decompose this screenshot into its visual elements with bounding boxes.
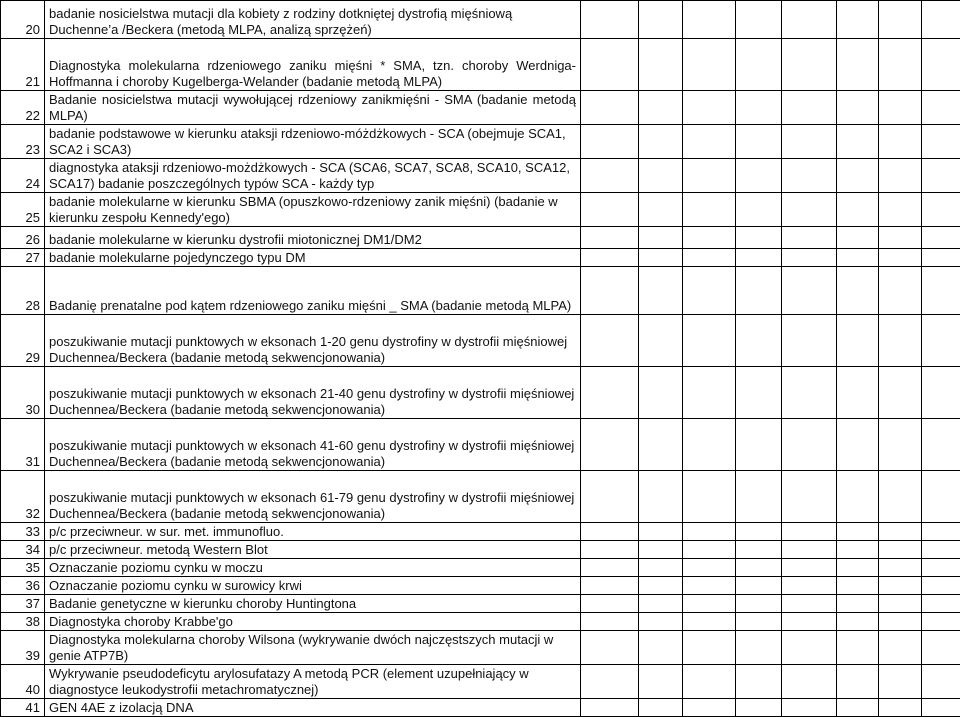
empty-cell [837, 613, 879, 631]
row-description: Oznaczanie poziomu cynku w surowicy krwi [45, 577, 581, 595]
table-row [1, 91, 960, 125]
row-number: 22 [1, 91, 45, 125]
empty-cell [683, 699, 736, 717]
empty-cell [683, 315, 736, 367]
empty-cell [581, 577, 639, 595]
empty-cell [879, 125, 922, 159]
empty-cell [581, 419, 639, 471]
empty-cell [879, 249, 922, 267]
empty-cell [639, 39, 683, 91]
empty-cell [837, 471, 879, 523]
empty-cell [683, 613, 736, 631]
empty-cell [581, 39, 639, 91]
row-number: 31 [1, 419, 45, 471]
empty-cell [837, 1, 879, 39]
row-description: Wykrywanie pseudodeficytu arylosufatazy A metodą PCR (element uzupełniający w diagnostyce leukodystrofii metachromatycznej) [45, 665, 581, 699]
table-row [1, 595, 960, 613]
empty-cell [736, 315, 782, 367]
empty-cell [683, 1, 736, 39]
empty-cell [837, 541, 879, 559]
empty-cell [736, 631, 782, 665]
row-number: 33 [1, 523, 45, 541]
row-number: 30 [1, 367, 45, 419]
empty-cell [879, 159, 922, 193]
row-number: 32 [1, 471, 45, 523]
row-number: 39 [1, 631, 45, 665]
empty-cell [922, 227, 960, 249]
empty-cell [879, 227, 922, 249]
empty-cell [581, 613, 639, 631]
empty-cell [782, 419, 837, 471]
empty-cell [879, 39, 922, 91]
empty-cell [639, 471, 683, 523]
empty-cell [837, 631, 879, 665]
empty-cell [837, 91, 879, 125]
empty-cell [639, 315, 683, 367]
empty-cell [837, 227, 879, 249]
row-description: poszukiwanie mutacji punktowych w eksonach 41-60 genu dystrofiny w dystrofii mięśniowej Duchennea/Beckera (badanie metodą sekwencjonowania) [45, 419, 581, 471]
empty-cell [922, 523, 960, 541]
empty-cell [581, 267, 639, 315]
table-row [1, 249, 960, 267]
empty-cell [837, 559, 879, 577]
row-number: 26 [1, 227, 45, 249]
empty-cell [683, 523, 736, 541]
row-number: 38 [1, 613, 45, 631]
table-row [1, 665, 960, 699]
empty-cell [683, 193, 736, 227]
empty-cell [782, 193, 837, 227]
empty-cell [922, 367, 960, 419]
empty-cell [922, 631, 960, 665]
row-description: poszukiwanie mutacji punktowych w eksonach 61-79 genu dystrofiny w dystrofii mięśniowej Duchennea/Beckera (badanie metodą sekwencjonowania) [45, 471, 581, 523]
table-row [1, 39, 960, 91]
empty-cell [879, 613, 922, 631]
empty-cell [922, 699, 960, 717]
empty-cell [683, 419, 736, 471]
row-number: 23 [1, 125, 45, 159]
row-description: Diagnostyka molekularna rdzeniowego zaniku mięśni * SMA, tzn. choroby Werdniga-Hoffmanna i choroby Kugelberga-Welander (badanie metodą MLPA) [45, 39, 581, 91]
empty-cell [639, 665, 683, 699]
empty-cell [837, 577, 879, 595]
empty-cell [639, 613, 683, 631]
empty-cell [736, 577, 782, 595]
empty-cell [683, 471, 736, 523]
row-description: Badanię prenatalne pod kątem rdzeniowego zaniku mięśni _ SMA (badanie metodą MLPA) [45, 267, 581, 315]
empty-cell [736, 193, 782, 227]
table-row [1, 471, 960, 523]
row-number: 35 [1, 559, 45, 577]
empty-cell [782, 267, 837, 315]
empty-cell [879, 699, 922, 717]
empty-cell [639, 419, 683, 471]
empty-cell [683, 595, 736, 613]
empty-cell [639, 159, 683, 193]
empty-cell [879, 267, 922, 315]
empty-cell [922, 471, 960, 523]
empty-cell [782, 1, 837, 39]
row-description: badanie molekularne pojedynczego typu DM [45, 249, 581, 267]
empty-cell [736, 665, 782, 699]
empty-cell [581, 595, 639, 613]
empty-cell [782, 577, 837, 595]
empty-cell [683, 159, 736, 193]
empty-cell [639, 367, 683, 419]
empty-cell [736, 91, 782, 125]
empty-cell [581, 125, 639, 159]
empty-cell [736, 559, 782, 577]
empty-cell [639, 577, 683, 595]
table-row [1, 559, 960, 577]
empty-cell [879, 471, 922, 523]
empty-cell [837, 665, 879, 699]
empty-cell [782, 665, 837, 699]
empty-cell [639, 91, 683, 125]
empty-cell [683, 367, 736, 419]
empty-cell [683, 39, 736, 91]
row-number: 20 [1, 1, 45, 39]
empty-cell [782, 613, 837, 631]
empty-cell [879, 91, 922, 125]
row-number: 25 [1, 193, 45, 227]
table-row [1, 523, 960, 541]
empty-cell [879, 367, 922, 419]
empty-cell [837, 595, 879, 613]
empty-cell [837, 193, 879, 227]
empty-cell [922, 159, 960, 193]
empty-cell [639, 1, 683, 39]
row-description: badanie molekularne w kierunku dystrofii miotonicznej DM1/DM2 [45, 227, 581, 249]
empty-cell [683, 541, 736, 559]
empty-cell [581, 227, 639, 249]
table-row [1, 227, 960, 249]
empty-cell [581, 631, 639, 665]
empty-cell [879, 419, 922, 471]
empty-cell [639, 267, 683, 315]
empty-cell [683, 249, 736, 267]
empty-cell [922, 559, 960, 577]
empty-cell [683, 559, 736, 577]
row-description: badanie podstawowe w kierunku ataksji rdzeniowo-móżdżkowych - SCA (obejmuje SCA1, SCA2 i SCA3) [45, 125, 581, 159]
table-row [1, 193, 960, 227]
empty-cell [879, 315, 922, 367]
empty-cell [639, 249, 683, 267]
row-number: 37 [1, 595, 45, 613]
empty-cell [782, 699, 837, 717]
empty-cell [782, 523, 837, 541]
empty-cell [581, 367, 639, 419]
empty-cell [922, 267, 960, 315]
row-number: 36 [1, 577, 45, 595]
table-row [1, 1, 960, 39]
row-number: 21 [1, 39, 45, 91]
table-row [1, 315, 960, 367]
empty-cell [736, 159, 782, 193]
empty-cell [879, 595, 922, 613]
empty-cell [879, 631, 922, 665]
table-row [1, 699, 960, 717]
empty-cell [922, 1, 960, 39]
empty-cell [683, 577, 736, 595]
empty-cell [736, 267, 782, 315]
empty-cell [922, 595, 960, 613]
row-number: 41 [1, 699, 45, 717]
empty-cell [639, 699, 683, 717]
empty-cell [879, 559, 922, 577]
row-number: 27 [1, 249, 45, 267]
empty-cell [782, 367, 837, 419]
empty-cell [736, 39, 782, 91]
empty-cell [639, 193, 683, 227]
row-description: GEN 4AE z izolacją DNA [45, 699, 581, 717]
empty-cell [683, 267, 736, 315]
row-description: p/c przeciwneur. w sur. met. immunofluo. [45, 523, 581, 541]
row-number: 28 [1, 267, 45, 315]
table-row [1, 577, 960, 595]
row-description: poszukiwanie mutacji punktowych w eksonach 1-20 genu dystrofiny w dystrofii mięśniowej Duchennea/Beckera (badanie metodą sekwencjonowania) [45, 315, 581, 367]
empty-cell [736, 523, 782, 541]
empty-cell [782, 91, 837, 125]
empty-cell [581, 541, 639, 559]
row-number: 34 [1, 541, 45, 559]
row-description: Diagnostyka molekularna choroby Wilsona (wykrywanie dwóch najczęstszych mutacji w genie ATP7B) [45, 631, 581, 665]
row-number: 40 [1, 665, 45, 699]
empty-cell [922, 665, 960, 699]
empty-cell [837, 249, 879, 267]
empty-cell [736, 613, 782, 631]
empty-cell [782, 471, 837, 523]
empty-cell [922, 249, 960, 267]
empty-cell [639, 541, 683, 559]
empty-cell [782, 39, 837, 91]
empty-cell [639, 227, 683, 249]
table-row [1, 541, 960, 559]
row-description: Diagnostyka choroby Krabbe'go [45, 613, 581, 631]
table-row [1, 125, 960, 159]
empty-cell [639, 523, 683, 541]
empty-cell [837, 267, 879, 315]
table-row [1, 631, 960, 665]
row-description: poszukiwanie mutacji punktowych w eksonach 21-40 genu dystrofiny w dystrofii mięśniowej Duchennea/Beckera (badanie metodą sekwencjonowania) [45, 367, 581, 419]
empty-cell [639, 559, 683, 577]
empty-cell [879, 523, 922, 541]
empty-cell [736, 249, 782, 267]
empty-cell [639, 631, 683, 665]
empty-cell [879, 577, 922, 595]
empty-cell [922, 39, 960, 91]
empty-cell [683, 227, 736, 249]
empty-cell [736, 471, 782, 523]
empty-cell [581, 91, 639, 125]
empty-cell [879, 1, 922, 39]
empty-cell [581, 193, 639, 227]
empty-cell [736, 125, 782, 159]
table-row [1, 367, 960, 419]
empty-cell [782, 559, 837, 577]
table-body [1, 1, 960, 717]
empty-cell [736, 699, 782, 717]
empty-cell [581, 699, 639, 717]
empty-cell [879, 193, 922, 227]
row-description: Oznaczanie poziomu cynku w moczu [45, 559, 581, 577]
row-number: 24 [1, 159, 45, 193]
table-row [1, 419, 960, 471]
empty-cell [782, 249, 837, 267]
empty-cell [581, 665, 639, 699]
empty-cell [837, 315, 879, 367]
empty-cell [581, 523, 639, 541]
empty-cell [922, 315, 960, 367]
empty-cell [922, 541, 960, 559]
empty-cell [782, 631, 837, 665]
row-description: p/c przeciwneur. metodą Western Blot [45, 541, 581, 559]
empty-cell [879, 665, 922, 699]
empty-cell [736, 541, 782, 559]
empty-cell [736, 227, 782, 249]
empty-cell [581, 315, 639, 367]
empty-cell [782, 595, 837, 613]
empty-cell [736, 1, 782, 39]
empty-cell [683, 665, 736, 699]
row-description: Badanie genetyczne w kierunku choroby Huntingtona [45, 595, 581, 613]
empty-cell [581, 471, 639, 523]
empty-cell [581, 249, 639, 267]
empty-cell [581, 159, 639, 193]
empty-cell [837, 367, 879, 419]
empty-cell [922, 613, 960, 631]
empty-cell [683, 91, 736, 125]
empty-cell [782, 227, 837, 249]
empty-cell [837, 125, 879, 159]
empty-cell [879, 541, 922, 559]
empty-cell [782, 541, 837, 559]
empty-cell [736, 419, 782, 471]
table-row [1, 159, 960, 193]
empty-cell [837, 419, 879, 471]
empty-cell [922, 577, 960, 595]
empty-cell [837, 39, 879, 91]
empty-cell [782, 125, 837, 159]
empty-cell [581, 1, 639, 39]
empty-cell [922, 125, 960, 159]
empty-cell [736, 595, 782, 613]
empty-cell [782, 159, 837, 193]
row-description: diagnostyka ataksji rdzeniowo-możdżkowych - SCA (SCA6, SCA7, SCA8, SCA10, SCA12, SCA17) badanie poszczególnych typów SCA - każdy typ [45, 159, 581, 193]
row-description: badanie molekularne w kierunku SBMA (opuszkowo-rdzeniowy zanik mięśni) (badanie w kierunku zespołu Kennedy'ego) [45, 193, 581, 227]
table-row [1, 267, 960, 315]
empty-cell [639, 595, 683, 613]
empty-cell [837, 523, 879, 541]
table-row [1, 613, 960, 631]
empty-cell [782, 315, 837, 367]
empty-cell [922, 419, 960, 471]
row-description: Badanie nosicielstwa mutacji wywołującej rdzeniowy zanikmięśni - SMA (badanie metodą MLPA) [45, 91, 581, 125]
row-number: 29 [1, 315, 45, 367]
empty-cell [639, 125, 683, 159]
empty-cell [837, 699, 879, 717]
row-description: badanie nosicielstwa mutacji dla kobiety z rodziny dotkniętej dystrofią mięśniową Duchenne’a /Beckera (metodą MLPA, analizą sprzężeń) [45, 1, 581, 39]
empty-cell [683, 631, 736, 665]
empty-cell [581, 559, 639, 577]
empty-cell [683, 125, 736, 159]
empty-cell [837, 159, 879, 193]
empty-cell [922, 193, 960, 227]
empty-cell [736, 367, 782, 419]
empty-cell [922, 91, 960, 125]
